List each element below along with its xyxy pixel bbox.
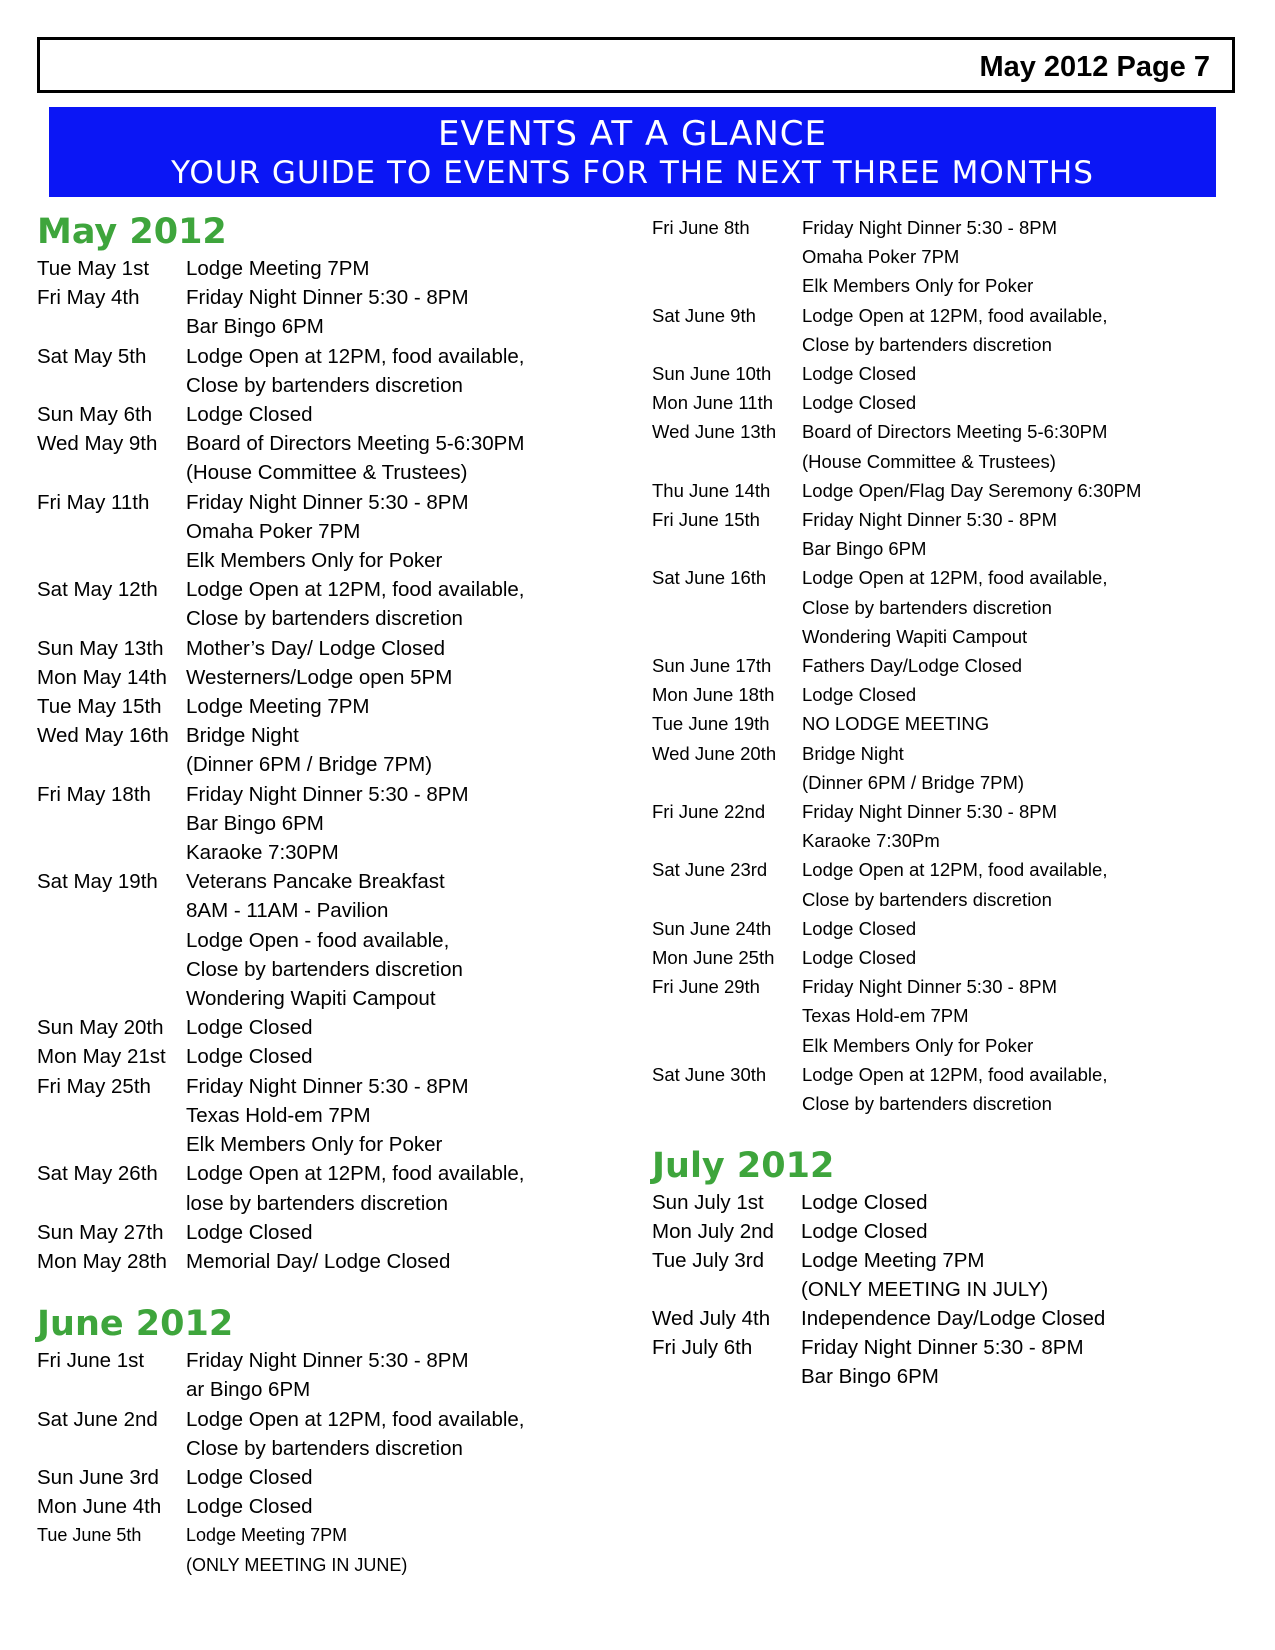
event-details — [801, 1246, 1252, 1304]
event-line: Elk Members Only for Poker — [186, 549, 443, 573]
event-row — [652, 1333, 1252, 1391]
event-line: Close by bartenders discretion — [186, 373, 463, 397]
event-details — [802, 301, 1252, 359]
event-date: Sun June 10th — [652, 363, 772, 385]
event-line: Wondering Wapiti Campout — [802, 625, 1028, 647]
event-date: Sat May 5th — [37, 344, 147, 368]
event-date: Sun May 6th — [37, 403, 153, 427]
event-date: Sat June 30th — [652, 1063, 767, 1085]
event-line: Memorial Day/ Lodge Closed — [186, 1249, 451, 1273]
event-date: Tue June 5th — [37, 1525, 142, 1546]
event-date: Wed May 16th — [37, 724, 169, 748]
event-date: Mon June 18th — [652, 684, 775, 706]
event-line: Close by bartenders discretion — [802, 888, 1052, 910]
event-details — [186, 721, 597, 779]
event-line: Bridge Night — [186, 724, 299, 748]
event-row — [652, 1217, 1252, 1246]
event-details — [801, 1333, 1252, 1391]
event-date: Tue May 1st — [37, 257, 150, 280]
event-line: Friday Night Dinner 5:30 - 8PM — [186, 1349, 469, 1373]
event-line: Omaha Poker 7PM — [802, 246, 960, 268]
event-details — [802, 359, 1252, 388]
event-row — [37, 1159, 597, 1217]
event-line: Lodge Open - food available, — [186, 928, 450, 952]
event-line: Lodge Open at 12PM, food available, — [802, 859, 1108, 881]
banner-title: EVENTS AT A GLANCE — [437, 114, 828, 154]
event-row — [652, 417, 1252, 475]
event-line: Elk Members Only for Poker — [802, 275, 1034, 297]
left-column — [37, 210, 597, 1580]
event-details — [186, 1218, 597, 1247]
event-row — [37, 692, 597, 721]
event-row — [37, 400, 597, 429]
event-line: Lodge Open at 12PM, food available, — [802, 567, 1108, 589]
event-date: Sun June 24th — [652, 917, 772, 939]
event-line: Lodge Closed — [802, 363, 917, 385]
event-line: Board of Directors Meeting 5-6:30PM — [186, 432, 525, 456]
event-line: 8AM - 11AM - Pavilion — [186, 899, 389, 923]
event-line: Lodge Closed — [802, 392, 917, 414]
event-row — [37, 1247, 597, 1276]
event-date: Sun June 17th — [652, 655, 772, 677]
event-details — [186, 1346, 597, 1404]
event-row — [652, 855, 1252, 913]
event-line: Friday Night Dinner 5:30 - 8PM — [186, 782, 469, 806]
event-date: Wed July 4th — [652, 1307, 771, 1331]
event-line: Bridge Night — [802, 742, 904, 764]
event-details — [186, 692, 597, 721]
event-line: Board of Directors Meeting 5-6:30PM — [802, 421, 1108, 443]
event-line: (ONLY MEETING IN JULY) — [801, 1278, 1049, 1302]
event-date: Fri May 11th — [37, 490, 150, 514]
event-line: Lodge Closed — [186, 1220, 313, 1244]
event-row — [37, 721, 597, 779]
event-row — [652, 563, 1252, 651]
event-details — [802, 914, 1252, 943]
event-row — [652, 651, 1252, 680]
event-line: Lodge Open/Flag Day Seremony 6:30PM — [802, 479, 1142, 501]
event-details — [802, 476, 1252, 505]
event-date: Sat May 26th — [37, 1162, 158, 1186]
event-date: Fri June 1st — [37, 1349, 145, 1373]
event-date: Mon July 2nd — [652, 1220, 774, 1244]
event-row — [652, 680, 1252, 709]
event-list-june-right — [652, 213, 1252, 1118]
event-line: Lodge Meeting 7PM — [186, 1525, 348, 1546]
event-date: Fri July 6th — [652, 1336, 753, 1360]
event-date: Mon May 21st — [37, 1045, 166, 1069]
event-line: NO LODGE MEETING — [802, 713, 990, 735]
event-date: Mon June 11th — [652, 392, 774, 414]
event-details — [186, 663, 597, 692]
event-line: (Dinner 6PM / Bridge 7PM) — [186, 753, 433, 777]
event-row — [37, 575, 597, 633]
event-line: (Dinner 6PM / Bridge 7PM) — [802, 771, 1025, 793]
event-date: Fri June 15th — [652, 509, 760, 531]
event-line: lose by bartenders discretion — [186, 1191, 449, 1215]
event-row — [652, 797, 1252, 855]
event-row — [652, 943, 1252, 972]
event-details — [186, 1405, 597, 1463]
event-line: Independence Day/Lodge Closed — [801, 1307, 1106, 1331]
event-line: Texas Hold-em 7PM — [802, 1005, 969, 1027]
event-row — [37, 634, 597, 663]
event-row — [37, 1405, 597, 1463]
event-details — [802, 972, 1252, 1060]
event-details — [186, 254, 597, 283]
event-details — [802, 417, 1252, 475]
event-row — [37, 488, 597, 576]
event-line: Bar Bingo 6PM — [801, 1365, 939, 1389]
event-line: Friday Night Dinner 5:30 - 8PM — [802, 509, 1057, 531]
event-details — [186, 1463, 597, 1492]
event-details — [801, 1217, 1252, 1246]
event-line: Lodge Open at 12PM, food available, — [186, 1407, 525, 1431]
event-row — [652, 359, 1252, 388]
event-line: Lodge Closed — [186, 1465, 313, 1489]
event-row — [652, 972, 1252, 1060]
event-details — [802, 213, 1252, 301]
event-line: Lodge Closed — [802, 684, 917, 706]
event-details — [186, 780, 597, 868]
event-line: Bar Bingo 6PM — [186, 315, 324, 339]
event-line: Lodge Closed — [802, 917, 917, 939]
event-date: Wed May 9th — [37, 432, 158, 456]
event-row — [652, 914, 1252, 943]
event-date: Fri June 29th — [652, 976, 760, 998]
event-line: Lodge Meeting 7PM — [186, 695, 370, 719]
event-date: Sun May 20th — [37, 1016, 164, 1040]
event-details — [802, 855, 1252, 913]
event-line: Friday Night Dinner 5:30 - 8PM — [802, 217, 1057, 238]
event-line: Lodge Closed — [801, 1191, 928, 1215]
event-line: Fathers Day/Lodge Closed — [802, 655, 1023, 677]
event-details — [801, 1188, 1252, 1217]
event-line: Close by bartenders discretion — [186, 1436, 463, 1460]
event-line: Close by bartenders discretion — [802, 596, 1052, 618]
event-date: Wed June 13th — [652, 421, 777, 443]
event-date: Fri May 4th — [37, 286, 140, 310]
events-banner — [49, 107, 1216, 197]
event-details — [186, 400, 597, 429]
event-row — [652, 388, 1252, 417]
event-details — [186, 1159, 597, 1217]
event-details — [186, 1013, 597, 1042]
event-details — [802, 563, 1252, 651]
event-row — [37, 283, 597, 341]
event-row — [37, 780, 597, 868]
event-row — [37, 1218, 597, 1247]
event-line: Close by bartenders discretion — [186, 957, 463, 981]
event-line: Friday Night Dinner 5:30 - 8PM — [186, 1074, 469, 1098]
event-date: Sat May 19th — [37, 870, 158, 894]
event-details — [802, 739, 1252, 797]
event-row — [37, 342, 597, 400]
event-line: Lodge Closed — [186, 1045, 313, 1069]
event-line: Lodge Open at 12PM, food available, — [186, 1162, 525, 1186]
event-line: Bar Bingo 6PM — [802, 538, 927, 560]
event-line: Lodge Open at 12PM, food available, — [186, 344, 525, 368]
event-date: Sat June 16th — [652, 567, 767, 589]
event-row — [652, 709, 1252, 738]
event-line: Friday Night Dinner 5:30 - 8PM — [801, 1336, 1084, 1360]
event-line: Veterans Pancake Breakfast — [186, 870, 445, 894]
event-row — [652, 1304, 1252, 1333]
event-row — [652, 1060, 1252, 1118]
event-details — [186, 1042, 597, 1071]
event-details — [802, 709, 1252, 738]
event-line: Wondering Wapiti Campout — [186, 987, 436, 1011]
event-row — [652, 1188, 1252, 1217]
event-row — [652, 301, 1252, 359]
event-details — [186, 1072, 597, 1160]
event-date: Mon May 28th — [37, 1249, 167, 1273]
event-date: Sun May 27th — [37, 1220, 164, 1244]
event-row — [37, 1072, 597, 1160]
event-date: Thu June 14th — [652, 479, 771, 501]
event-line: Elk Members Only for Poker — [186, 1133, 443, 1157]
event-line: Friday Night Dinner 5:30 - 8PM — [802, 976, 1057, 998]
event-line: (ONLY MEETING IN JUNE) — [186, 1554, 408, 1575]
event-details — [186, 488, 597, 576]
month-heading-may: May 2012 — [37, 212, 227, 252]
event-row — [37, 1013, 597, 1042]
event-details — [186, 429, 597, 487]
event-line: Close by bartenders discretion — [186, 607, 463, 631]
event-details — [801, 1304, 1252, 1333]
event-details — [802, 680, 1252, 709]
event-line: Friday Night Dinner 5:30 - 8PM — [186, 286, 469, 310]
event-details — [802, 1060, 1252, 1118]
event-details — [186, 634, 597, 663]
event-date: Sun May 13th — [37, 636, 164, 660]
event-date: Sun July 1st — [652, 1191, 764, 1215]
event-row — [37, 1492, 597, 1521]
event-row — [37, 429, 597, 487]
event-details — [186, 1247, 597, 1276]
event-line: Bar Bingo 6PM — [186, 811, 324, 835]
page-header — [37, 37, 1235, 93]
event-list-june-left-small — [37, 1521, 597, 1579]
month-heading-july: July 2012 — [652, 1146, 835, 1187]
event-details — [186, 1521, 597, 1579]
event-row — [652, 476, 1252, 505]
event-row — [37, 254, 597, 283]
event-date: Tue May 15th — [37, 695, 162, 719]
event-date: Mon May 14th — [37, 665, 167, 689]
event-line: Lodge Closed — [186, 1016, 313, 1040]
event-line: Mother’s Day/ Lodge Closed — [186, 636, 446, 660]
event-line: Lodge Closed — [186, 1495, 313, 1519]
event-line: Close by bartenders discretion — [802, 333, 1052, 355]
event-row — [652, 213, 1252, 301]
event-line: Lodge Closed — [802, 947, 917, 969]
event-row — [37, 1042, 597, 1071]
event-list-july — [652, 1188, 1252, 1391]
event-line: Lodge Meeting 7PM — [186, 257, 370, 280]
event-details — [186, 575, 597, 633]
event-row — [652, 505, 1252, 563]
event-line: Lodge Closed — [801, 1220, 928, 1244]
event-list-june-left — [37, 1346, 597, 1521]
event-line: Lodge Open at 12PM, food available, — [802, 304, 1108, 326]
event-details — [186, 283, 597, 341]
event-line: Karaoke 7:30PM — [186, 841, 339, 865]
event-line: Friday Night Dinner 5:30 - 8PM — [186, 490, 469, 514]
event-line: Omaha Poker 7PM — [186, 519, 361, 543]
event-line: Elk Members Only for Poker — [802, 1034, 1034, 1056]
event-date: Sat May 12th — [37, 578, 158, 602]
event-date: Sat June 9th — [652, 304, 756, 326]
event-date: Fri June 8th — [652, 217, 750, 238]
event-details — [186, 342, 597, 400]
event-date: Tue July 3rd — [652, 1249, 765, 1273]
event-date: Sat June 2nd — [37, 1407, 158, 1431]
event-line: Close by bartenders discretion — [802, 1093, 1052, 1115]
event-details — [802, 388, 1252, 417]
event-line: Friday Night Dinner 5:30 - 8PM — [802, 801, 1057, 823]
event-details — [802, 651, 1252, 680]
event-date: Tue June 19th — [652, 713, 770, 735]
banner-subtitle: YOUR GUIDE TO EVENTS FOR THE NEXT THREE MONTHS — [171, 155, 1094, 191]
event-details — [802, 797, 1252, 855]
event-date: Fri May 25th — [37, 1074, 151, 1098]
event-date: Wed June 20th — [652, 742, 777, 764]
event-line: Lodge Open at 12PM, food available, — [802, 1063, 1108, 1085]
event-line: (House Committee & Trustees) — [802, 450, 1056, 472]
event-details — [802, 943, 1252, 972]
month-heading-june: June 2012 — [37, 1304, 234, 1345]
event-row — [37, 1521, 597, 1579]
event-row — [37, 867, 597, 1013]
event-date: Fri June 22nd — [652, 801, 766, 823]
page-number-label: May 2012 Page 7 — [979, 51, 1210, 83]
event-row — [37, 1346, 597, 1404]
event-date: Mon June 25th — [652, 947, 775, 969]
event-row — [652, 1246, 1252, 1304]
event-row — [37, 663, 597, 692]
event-line: Westerners/Lodge open 5PM — [186, 665, 453, 689]
event-line: ar Bingo 6PM — [186, 1378, 311, 1402]
event-date: Sun June 3rd — [37, 1465, 159, 1489]
event-line: Texas Hold-em 7PM — [186, 1103, 371, 1127]
event-line: Lodge Meeting 7PM — [801, 1249, 985, 1273]
event-row — [652, 739, 1252, 797]
event-line: Karaoke 7:30Pm — [802, 830, 940, 852]
event-line: (House Committee & Trustees) — [186, 461, 468, 485]
event-line: Lodge Closed — [186, 403, 313, 427]
event-line: Lodge Open at 12PM, food available, — [186, 578, 525, 602]
right-column — [652, 213, 1252, 1391]
event-details — [186, 867, 597, 1013]
event-date: Fri May 18th — [37, 782, 151, 806]
event-row — [37, 1463, 597, 1492]
event-list-may — [37, 254, 597, 1276]
event-date: Sat June 23rd — [652, 859, 768, 881]
event-details — [802, 505, 1252, 563]
event-date: Mon June 4th — [37, 1495, 162, 1519]
event-details — [186, 1492, 597, 1521]
